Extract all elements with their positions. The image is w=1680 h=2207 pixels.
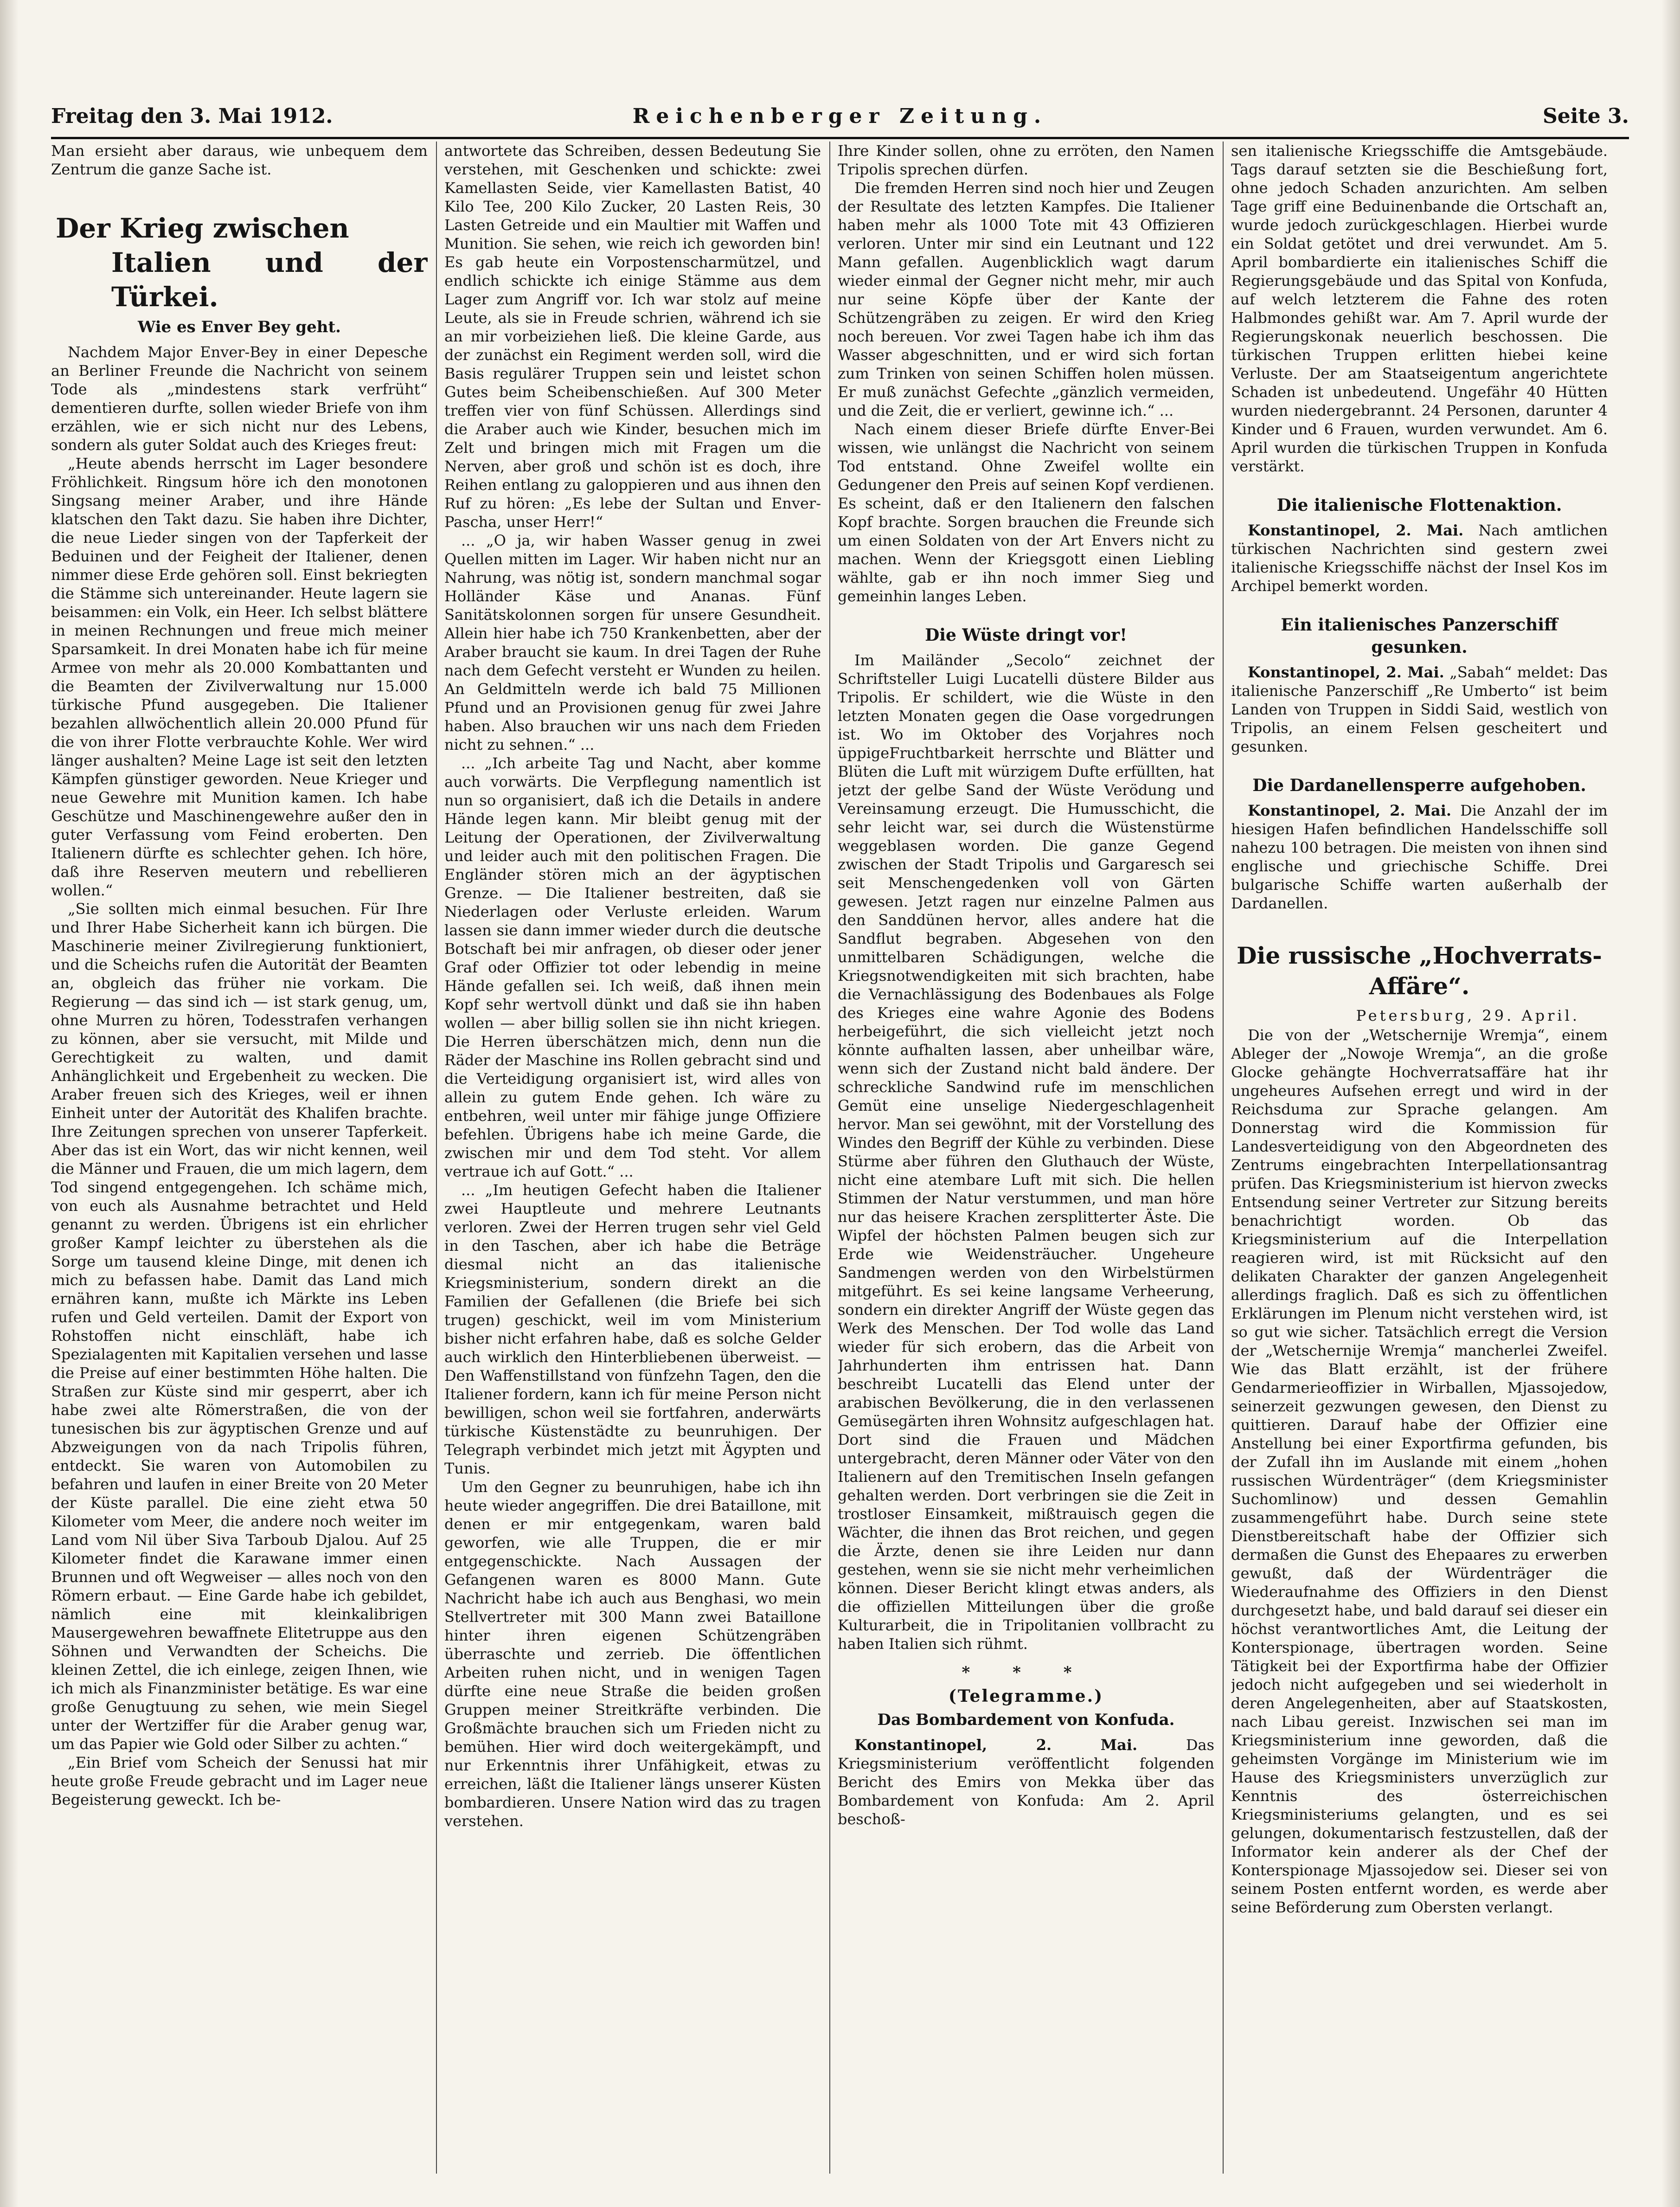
paragraph-text: Nach amtlichen türkischen Nachrichten sind gestern zwei italienische Kriegsschiffe nächst der Insel Kos im Archipel bemerkt worden.	[1231, 521, 1608, 595]
dateline: Konstantinopel, 2. Mai.	[1248, 663, 1444, 681]
paragraph: Die fremden Herren sind noch hier und Zeugen der Resultate des letzten Kampfes. Die Italiener haben mehr als 1000 Tote mit 43 Offizieren verloren. Unter mir sind ein Leutnant und 122 Mann gefallen. Augenblicklich wagt darum wieder einmal der Gegner nicht mehr, mir auch nur seine Köpfe über der Kante der Schützengräben zu zeigen. Er wird den Krieg noch bereuen. Vor zwei Tagen habe ich ihm das Wasser abgeschnitten, und er wird sich fortan zum Trinken von seinen Schiffen holen müssen. Er muß zunächst Gefechte „gänzlich vermeiden, und die Zeit, die er verliert, gewinne ich.“ ...	[838, 179, 1214, 419]
paragraph-text: Das Kriegsministerium veröffentlicht folgenden Bericht des Emirs von Mekka über das Bombardement von Konfuda: Am 2. April beschoß-	[838, 1736, 1214, 1828]
headline-fleet-action: Die italienische Flottenaktion.	[1276, 495, 1562, 515]
paragraph	[1231, 521, 1608, 595]
headline-russian-affair: Die russische „Hochverrats-Affäre“.	[1237, 942, 1602, 1000]
paragraph: Die von der „Wetschernije Wremja“, einem Ableger der „Nowoje Wremja“, an die große Glocke gehängte Hochverratsaffäre hat ihr ungeheures Aufsehen erregt und wird in der Reichsduma zur Sprache gelangen. Am Donnerstag wird die Kommission für Landesverteidigung von den Abgeordneten des Zentrums eingebrachten Interpellationsantrag prüfen. Das Kriegsministerium ist hiervon zwecks Entsendung seiner Vertreter zur Sitzung bereits benachrichtigt worden. Ob das Kriegsministerium auf die Interpellation reagieren wird, ist mit Rücksicht auf den delikaten Charakter der ganzen Angelegenheit allerdings fraglich. Daß es sich zu öffentlichen Erklärungen im Plenum nicht verstehen wird, ist so gut wie sicher. Tatsächlich erregt die Version der „Wetschernije Wremja“ mancherlei Zweifel. Wie das Blatt erzählt, ist der frühere Gendarmerieoffizier in Wirballen, Mjassojedow, seinerzeit gezwungen gewesen, den Dienst zu quittieren. Darauf habe der Offizier eine Anstellung bei einer Exportfirma gefunden, bis der Zufall ihn im Auslande mit einem „hohen russischen Würdenträger“ (dem Kriegsminister Suchomlinow) und dessen Gemahlin zusammengeführt habe. Durch seine stete Dienstbereitschaft habe der Offizier sich dermaßen die Gunst des Ehepaares zu erwerben gewußt, daß der Würdenträger die Wiederaufnahme des Offiziers in den Dienst durchgesetzt habe, und bald darauf sei dieser ein höchst verantwortliches Amt, die Leitung der Konterspionage, übertragen worden. Seine Tätigkeit bei der Exportfirma habe der Offizier jedoch nicht aufgegeben und sei wiederholt in deren Angelegenheiten, aber auf Staatskosten, nach Libau gereist. Inzwischen sei man im Kriegsministerium inne geworden, daß die geheimsten Vorgänge im Ministerium wie im Hause des Kriegsministers unverzüglich zur Kenntnis des österreichischen Kriegsministeriums gelangten, und es sei gelungen, dokumentarisch festzustellen, daß der Informator kein anderer als der Chef der Konterspionage Mjassojedow sei. Dieser sei von seinem Posten entfernt worden, es werde aber seine Beförderung zum Obersten verlangt.	[1231, 1026, 1608, 1916]
headline-line-2: Italien und der Türkei.	[111, 247, 428, 313]
column-rule	[1223, 142, 1224, 2174]
paragraph: „Sie sollten mich einmal besuchen. Für Ihre und Ihrer Habe Sicherheit kann ich bürgen. Die Maschinerie meiner Zivilregierung funktioniert, und die Scheichs rufen die Autorität der Beamten an, obgleich das früher nie vorkam. Die Regierung — das sind ich — ist stark genug, um, ohne Murren zu hören, Todesstrafen verhangen zu können, aber sie versucht, mit Milde und Gerechtigkeit zu walten, und damit Anhänglichkeit und Ergebenheit zu wecken. Die Araber freuen sich des Krieges, weil er ihnen Einheit unter der Autorität des Khalifen brachte. Ihre Zeitungen sprechen von unserer Tapferkeit. Aber das ist ein Wort, das wir nicht kennen, weil die Männer und Frauen, die um mich lagern, dem Tod singend entgegengehen. Ich schäme mich, von euch als Ausnahme betrachtet und Held genannt zu werden. Übrigens ist ein ehrlicher großer Kampf leichter zu überstehen als die Sorge um tausend kleine Dinge, mit denen ich mich zu befassen habe. Damit das Land mich ernähren kann, mußte ich Märkte ins Leben rufen und Geld verteilen. Damit der Export von Rohstoffen nicht einschläft, habe ich Spezialagenten mit Kapitalien versehen und lasse die Preise auf einer bestimmten Höhe halten. Die Straßen zur Küste sind mir gesperrt, aber ich habe zwei alte Römerstraßen, die von der tunesischen bis zur ägyptischen Grenze und auf Abzweigungen von da nach Tripolis führen, entdeckt. Sie waren von Automobilen zu befahren und laufen in einer Breite von 20 Meter der Küste parallel. Die eine zieht etwa 50 Kilometer vom Meer, die andere noch weiter im Land vom Nil über Siva Tarboub Djalou. Auf 25 Kilometer findet die Karawane immer einen Brunnen und oft Wegweiser — alles noch von den Römern erbaut. — Eine Garde habe ich gebildet, nämlich eine mit kleinkalibrigen Mausergewehren bewaffnete Elitetruppe aus den Söhnen und Verwandten der Scheichs. Die kleinen Zettel, die ich einlege, zeigen Ihnen, wie ich mich als Finanzminister betätige. Es war eine große Genugtuung zu sehen, wie mein Siegel unter der Wertziffer für die Araber genug war, um das Papier wie Gold oder Silber zu achten.“	[51, 900, 428, 1753]
paragraph: ... „Ich arbeite Tag und Nacht, aber komme auch vorwärts. Die Verpflegung namentlich ist nun so organisiert, daß ich die Details in andere Hände legen kann. Mir bleibt genug mit der Leitung der Operationen, der Zivilverwaltung und leider auch mit den politischen Fragen. Die Engländer stören mich an der ägyptischen Grenze. — Die Italiener bestreiten, daß sie Niederlagen oder Verluste erleiden. Warum lassen sie dann immer wieder durch die deutsche Botschaft bei mir anfragen, ob dieser oder jener Graf oder Offizier tot oder lebendig in meine Hände gefallen sei. Ich weiß, daß ihnen mein Kopf sehr wertvoll dünkt und daß sie ihn haben wollen — aber billig sollen sie ihn nicht kriegen. Die Herren überschätzen mich, denn nun die Räder der Maschine ins Rollen gebracht sind und die Verteidigung organisiert ist, wird alles von allein zu gutem Ende gehen. Ich wäre zu entbehren, weil unter mir fähige junge Offiziere befehlen. Übrigens habe ich meine Garde, die zwischen mir und dem Tod steht. Vor allem vertraue ich auf Gott.“ ...	[444, 754, 821, 1180]
paragraph: ... „O ja, wir haben Wasser genug in zwei Quellen mitten im Lager. Wir haben nicht nur an Nahrung, was nötig ist, sondern manchmal sogar Holländer Käse und Ananas. Fünf Sanitätskolonnen sorgen für unsere Gesundheit. Allein hier habe ich 750 Krankenbetten, aber der Araber braucht sie kaum. In drei Tagen der Ruhe nach dem Gefecht versteht er Wunden zu heilen. An Geldmitteln werde ich bald 75 Millionen Pfund und an Provisionen genug für zwei Jahre haben. Also brauchen wir uns nach dem Frieden nicht zu sehnen.“ ...	[444, 532, 821, 753]
headline-armoured-ship: Ein italienisches Panzerschiff gesunken.	[1281, 615, 1558, 657]
column-2	[444, 142, 821, 2174]
newspaper-title: Reichenberger Zeitung.	[632, 104, 1048, 128]
paragraph: antwortete das Schreiben, dessen Bedeutung Sie verstehen, mit Geschenken und schickte: zwei Kamellasten Seide, vier Kamellasten Batist, 40 Kilo Tee, 200 Kilo Zucker, 20 Lasten Reis, 30 Lasten Getreide und ein Maultier mit Waffen und Munition. Sie sehen, wie reich ich geworden bin! Es gab heute ein Vorpostenscharmützel, und endlich schickte ich einige Stämme aus dem Lager zum Angriff vor. Ich war stolz auf meine Leute, als sie in Freude schrien, während ich sie an mir vorbeiziehen ließ. Die kleine Garde, aus der zunächst ein Regiment werden soll, wird die Basis regulärer Truppen sein und leistet schon Gutes beim Scheibenschießen. Auf 300 Meter treffen vier von fünf Schüssen. Allerdings sind die Araber auch wie Kinder, besuchen mich im Zelt und bringen mich mit Fragen um die Nerven, aber groß und schön ist es doch, ihre Reihen entlang zu galoppieren und aus ihnen den Ruf zu hören: „Es lebe der Sultan und Enver-Pascha, unser Herr!“	[444, 142, 821, 531]
page-number: Seite 3.	[1542, 104, 1629, 128]
paragraph: sen italienische Kriegsschiffe die Amtsgebäude. Tags darauf setzten sie die Beschießung fort, ohne jedoch Schaden anzurichten. Am selben Tage griff eine Beduinenbande die Ortschaft an, wurde jedoch zurückgeschlagen. Hierbei wurde ein Soldat getötet und drei verwundet. Am 5. April bombardierte ein italienisches Schiff die Regierungsgebäude und das Spital von Konfuda, auf welch letzterem die Fahne des roten Halbmondes gehißt war. Am 7. April wurde der Regierungskonak neuerlich beschossen. Die türkischen Truppen erlitten hiebei keine Verluste. Der am Staatseigentum angerichtete Schaden ist unbedeutend. Ungefähr 40 Hütten wurden niedergebrannt. 24 Personen, darunter 4 Kinder und 6 Frauen, wurden verwundet. Am 6. April wurden die türkischen Truppen in Konfuda verstärkt.	[1231, 142, 1608, 475]
headline-war	[51, 211, 428, 314]
issue-date: Freitag den 3. Mai 1912.	[51, 104, 333, 128]
paragraph-text: „Sabah“ meldet: Das italienische Panzerschiff „Re Umberto“ ist beim Landen von Truppen in Siddi Said, westlich von Tripolis, an einem Felsen gescheitert und gesunken.	[1231, 663, 1608, 755]
telegram-heading: (Telegramme.)	[948, 1686, 1104, 1706]
paragraph: ... „Im heutigen Gefecht haben die Italiener zwei Hauptleute und mehrere Leutnants verloren. Zwei der Herren trugen sehr viel Geld in den Taschen, aber ich habe die Beträge diesmal nicht an das italienische Kriegsministerium, sondern direkt an die Familien der Gefallenen (die Briefe bei sich trugen) geschickt, weil im vom Ministerium bisher nicht erfahren habe, daß es solche Gelder auch wirklich den Hinterbliebenen überweist. — Den Waffenstillstand von fünfzehn Tagen, den die Italiener fordern, kann ich für meine Person nicht bewilligen, schon weil sie fortfahren, anderwärts türkische Küstenstädte zu beunruhigen. Der Telegraph verbindet mich jetzt mit Ägypten und Tunis.	[444, 1181, 821, 1477]
column-rule	[436, 142, 437, 2174]
headline-desert: Die Wüste dringt vor!	[925, 625, 1127, 645]
paragraph: Man ersieht aber daraus, wie unbequem dem Zentrum die ganze Sache ist.	[51, 142, 428, 178]
paragraph	[1231, 663, 1608, 756]
headline-bombardment: Das Bombardement von Konfuda.	[877, 1711, 1175, 1729]
paragraph: Um den Gegner zu beunruhigen, habe ich ihn heute wieder angegriffen. Die drei Bataillone, mit denen er mir entgegenkam, waren bald geworfen, wie alle Truppen, die er mir entgegenschickte. Nach Aussagen der Gefangenen waren es 8000 Mann. Gute Nachricht habe ich auch aus Benghasi, wo mein Stellvertreter mit 300 Mann zwei Bataillone hinter ihren eigenen Schützengräben überraschte und zerrieb. Die öffentlichen Arbeiten ruhen nicht, und in wenigen Tagen dürfte eine neue Straße die beiden großen Gruppen meiner Streitkräfte verbinden. Die Großmächte brauchen sich um Frieden nicht zu bemühen. Hier wird doch weitergekämpft, und nur Erkenntnis ihrer Unfähigkeit, etwas zu erreichen, läßt die Italiener längs unserer Küsten bombardieren. Unsere Nation wird das zu tragen verstehen.	[444, 1478, 821, 1830]
paragraph: Im Mailänder „Secolo“ zeichnet der Schriftsteller Luigi Lucatelli düstere Bilder aus Tripolis. Er schildert, wie die Wüste in den letzten Monaten gegen die Oase vorgedrungen ist. Wo im Oktober des Vorjahres noch üppigeFruchtbarkeit herrschte und Blätter und Blüten die Luft mit würzigem Dufte erfüllten, hat jetzt der gelbe Sand der Wüste Verödung und Vereinsamung erzeugt. Die Humusschicht, die sehr leicht war, sei durch die Wüstenstürme weggeblasen worden. Die ganze Gegend zwischen der Stadt Tripolis und Gargaresch sei seit Menschengedenken voll von Gärten gewesen. Jetzt ragen nur einzelne Palmen aus den Sanddünen hervor, alles andere hat die Sandflut begraben. Abgesehen von den unmittelbaren Schädigungen, welche die Kriegsnotwendigkeiten mit sich brachten, habe die Vernachlässigung des Bodenbaues als Folge des Krieges eine wahre Agonie des Bodens herbeigeführt, die sich vielleicht jetzt noch könnte aufhalten lassen, aber unheilbar wäre, wenn sich der Zustand nicht bald ändere. Der schreckliche Sandwind rufe im menschlichen Gemüt eine unselige Niedergeschlagenheit hervor. Man sei gewöhnt, mit der Vorstellung des Windes den Begriff der Kühle zu verbinden. Diese Stürme aber führen den Gluthauch der Wüste, nicht eine atembare Luft mit sich. Die hellen Stimmen der Natur verstummen, und man höre nur das heisere Krachen zersplitterter Äste. Die Wipfel der höchsten Palmen beugen sich zur Erde wie Weidensträucher. Ungeheure Sandmengen werden von den Wirbelstürmen mitgeführt. Es sei keine langsame Verheerung, sondern ein direkter Angriff der Wüste gegen das Werk des Menschen. Der Tod wolle das Land wieder für sich erobern, das die Arbeit von Jahrhunderten ihm entrissen hat. Dann beschreibt Lucatelli das Elend unter der arabischen Bevölkerung, die in den verlassenen Gemüsegärten ihren Wohnsitz aufgeschlagen hat. Dort sind die Frauen und Mädchen untergebracht, deren Männer oder Väter von den Italienern auf den Tremitischen Inseln gefangen gehalten werden. Dort verbringen sie die Zeit in trostloser Einsamkeit, mißtrauisch gegen die Wächter, die ihnen das Brot reichen, und gegen die Ärzte, denen sie ihre Leiden nur dann gestehen, wenn sie sie nicht mehr verheimlichen können. Dieser Bericht klingt etwas anders, als die offiziellen Mitteilungen über die große Kulturarbeit, die in Tripolitanien vollbracht zu haben Italien sich rühmt.	[838, 651, 1214, 1653]
masthead-rule	[51, 137, 1629, 139]
paragraph	[1231, 801, 1608, 913]
section-separator: * * *	[962, 1663, 1090, 1682]
paragraph: Ihre Kinder sollen, ohne zu erröten, den Namen Tripolis sprechen dürfen.	[838, 142, 1214, 178]
dateline: Konstantinopel, 2. Mai.	[1248, 521, 1464, 539]
paragraph: „Heute abends herrscht im Lager besondere Fröhlichkeit. Ringsum höre ich den monotonen Singsang meiner Araber, und ihre Hände klatschen den Takt dazu. Sie haben ihre Dichter, die neue Lieder singen von der Tapferkeit der Beduinen und der Feigheit der Italiener, denen nimmer diese Erde gehören soll. Einst bekriegten die Stämme sich untereinander. Heute lagern sie beisammen: ein Volk, ein Heer. Ich selbst blättere in meinen Rechnungen und freue mich meiner Sparsamkeit. In drei Monaten habe ich für meine Armee von mehr als 20.000 Kombattanten und die Beamten der Zivilverwaltung nur 15.000 türkische Pfund ausgegeben. Die Italiener bezahlen allwöchentlich allein 20.000 Pfund für die von ihrer Flotte verbrauchte Kohle. Wer wird länger aushalten? Meine Lage ist seit den letzten Kämpfen günstiger geworden. Neue Krieger und neue Gewehre mit Munition kamen. Ich habe Geschütze und Maschinengewehre außer den in guter Verfassung vom Feind eroberten. Den Italienern dürfte es schlechter gehen. Ich höre, daß ihre Reserven meutern und rebellieren wollen.“	[51, 455, 428, 899]
dateline-petersburg: Petersburg, 29. April.	[1356, 1007, 1580, 1024]
column-3	[838, 142, 1214, 2174]
scan-edge-right	[1661, 0, 1680, 2207]
paragraph-text: Die Anzahl der im hiesigen Hafen befindlichen Handelsschiffe soll nahezu 100 betragen. Die meisten von ihnen sind englische und griechische Schiffe. Drei bulgarische Schiffe warten außerhalb der Dardanellen.	[1231, 802, 1608, 912]
masthead	[51, 100, 1629, 132]
paragraph	[838, 1736, 1214, 1828]
column-1	[51, 142, 428, 2174]
column-rule	[829, 142, 830, 2174]
paragraph: „Ein Brief vom Scheich der Senussi hat mir heute große Freude gebracht und im Lager neue Begeisterung geweckt. Ich be-	[51, 1754, 428, 1808]
scan-edge-left	[0, 0, 19, 2207]
headline-dardanelles: Die Dardanellensperre aufgehoben.	[1252, 776, 1586, 795]
column-4	[1231, 142, 1608, 2174]
headline-line-1: Der Krieg zwischen	[56, 212, 349, 244]
subheadline: Wie es Enver Bey geht.	[138, 318, 341, 336]
paragraph: Nachdem Major Enver-Bey in einer Depesche an Berliner Freunde die Nachricht von seinem Tode als „mindestens stark verfrüht“ dementieren durfte, sollen wieder Briefe von ihm erzählen, wie er sich nicht nur des Lebens, sondern als guter Soldat auch des Krieges freut:	[51, 343, 428, 454]
paragraph: Nach einem dieser Briefe dürfte Enver-Bei wissen, wie unlängst die Nachricht von seinem Tod entstand. Ohne Zweifel wollte ein Gedungener den Preis auf seinen Kopf verdienen. Es scheint, daß er den Italienern den falschen Kopf brachte. Sorgen brauchen die Freunde sich um einen Soldaten von der Art Envers nicht zu machen. Wenn der Kriegsgott einen Liebling wählte, gab er ihn noch immer Sieg und gemeinhin langes Leben.	[838, 420, 1214, 605]
dateline: Konstantinopel, 2. Mai.	[1248, 802, 1452, 819]
dateline: Konstantinopel, 2. Mai.	[854, 1736, 1138, 1754]
